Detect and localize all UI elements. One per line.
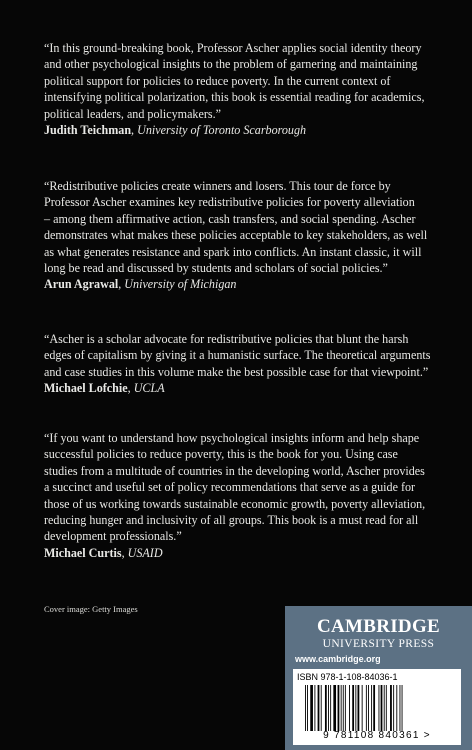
endorsement-quote (44, 331, 464, 397)
endorser-affiliation: University of Toronto Scarborough (137, 123, 307, 138)
barcode-icon (305, 685, 451, 731)
endorser-name: Michael Curtis (44, 545, 122, 560)
endorser-affiliation: UCLA (133, 381, 165, 396)
quote-text: “Ascher is a scholar advocate for redistributive policies that blunt the harsh edges of capitalism by giving it a humanistic surface. The theoretical arguments and case studies in this volume make the best possible case for that viewpoint.” (44, 332, 431, 379)
quote-text: “In this ground-breaking book, Professor Ascher applies social identity theory and other psychological insights to the problem of garnering and maintaining political support for policies to reduce poverty. In the current context of intensifying political polarization, this book is essential reading for academics, political leaders, and policymakers.” (44, 41, 425, 121)
endorser-affiliation: USAID (127, 545, 163, 560)
isbn-label: ISBN 978-1-108-84036-1 (297, 672, 398, 682)
endorser-name: Michael Lofchie (44, 381, 128, 396)
quote-attribution: Judith Teichman, University of Toronto Scarborough (44, 123, 307, 138)
endorsement-quote (44, 430, 464, 561)
barcode-digits: 9 781108 840361 > (323, 730, 431, 741)
quote-text: “Redistributive policies create winners and losers. This tour de force by Professor Ascher examines key redistributive policies for poverty alleviation – among them affirmative action, cash transfers, and social spending. Ascher demonstrates what makes these policies acceptable to key stakeholders, as well as what generates resistance and spark into conflicts. An instant classic, it will long be read and discussed by students and scholars of social policies.” (44, 179, 428, 276)
endorser-name: Judith Teichman (44, 123, 132, 138)
publisher-block (285, 606, 472, 750)
endorser-name: Arun Agrawal (44, 277, 119, 292)
publisher-name: CAMBRIDGE (316, 616, 441, 637)
publisher-subtitle: UNIVERSITY PRESS (322, 638, 435, 650)
quote-text: “If you want to understand how psychological insights inform and help shape successful policies to reduce poverty, this is the book for you. Using case studies from a multitude of countries in the developing world, Ascher provides a succinct and useful set of policy recommendations that serve as a guide for those of us working towards sustainable economic growth, poverty alleviation, reducing hunger and inclusivity of all groups. This book is a must read for all development professionals.” (44, 431, 426, 544)
endorsement-quote (44, 40, 464, 138)
quote-attribution: Arun Agrawal, University of Michigan (44, 277, 237, 292)
quote-attribution: Michael Lofchie, UCLA (44, 381, 165, 396)
publisher-url: www.cambridge.org (295, 654, 381, 664)
endorser-affiliation: University of Michigan (124, 277, 237, 292)
barcode-panel (293, 669, 461, 745)
quote-attribution: Michael Curtis, USAID (44, 545, 163, 560)
cover-image-credit: Cover image: Getty Images (44, 604, 138, 614)
endorsement-quote (44, 178, 464, 293)
